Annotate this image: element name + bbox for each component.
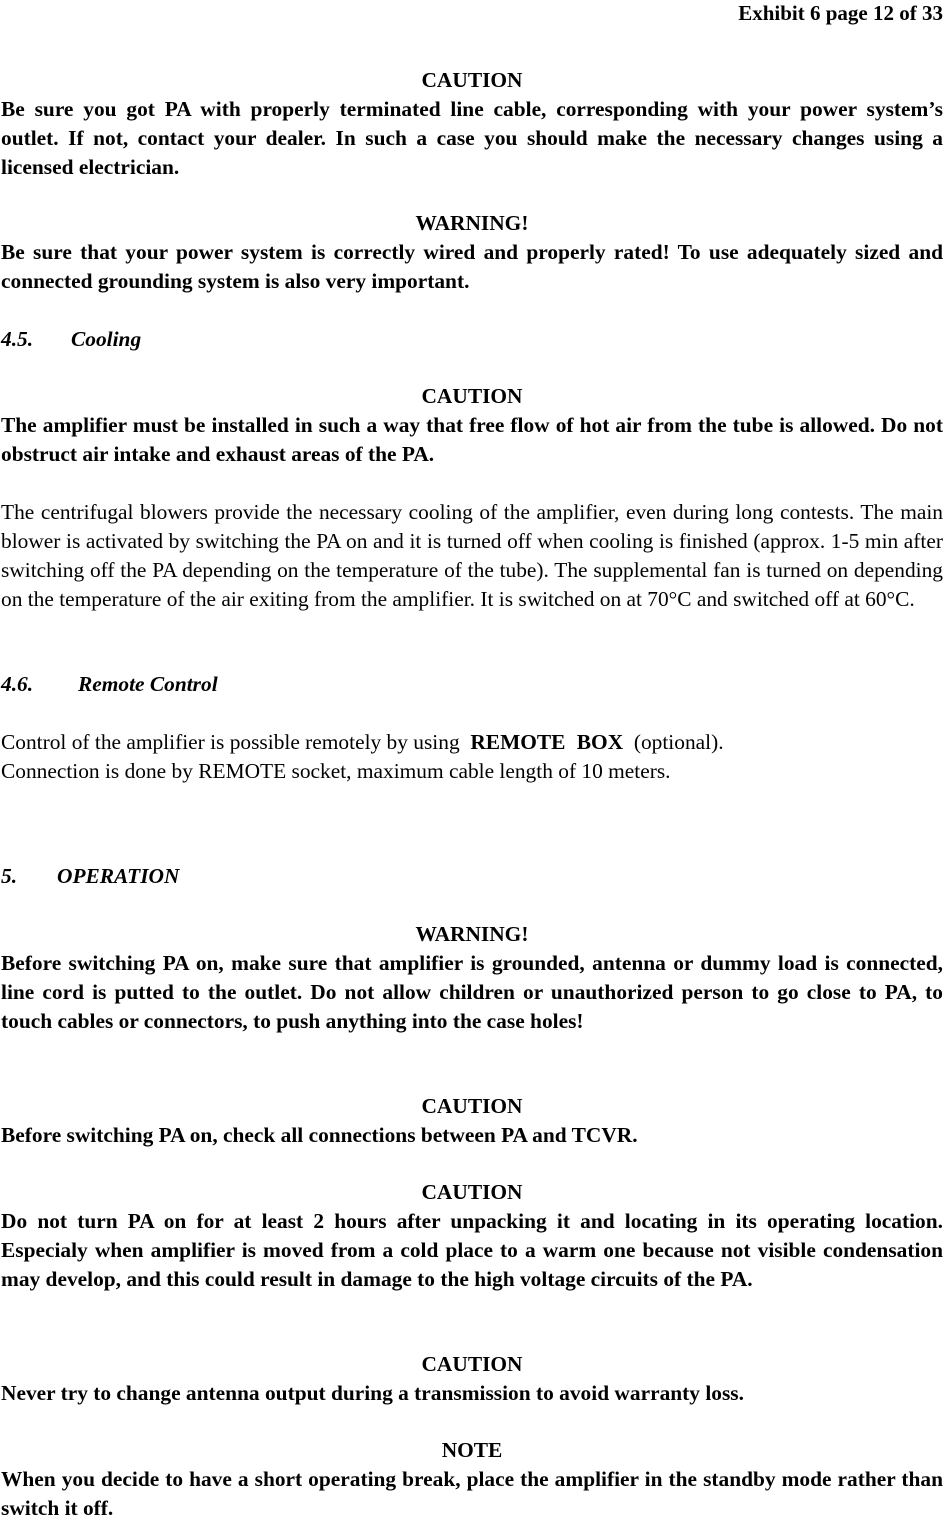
warning-title: WARNING! <box>415 211 529 235</box>
text-run: (optional). <box>633 730 724 754</box>
caution-title: CAUTION <box>421 68 523 92</box>
caution-text: Be sure you got PA with properly terminated line cable, corresponding with your power system’s outlet. If not, contact your dealer. In such a case you should make the necessary changes using a licensed electrician. <box>1 97 943 179</box>
section-number: 4.5. <box>1 327 34 351</box>
note-text: When you decide to have a short operating break, place the amplifier in the standby mode rather than switch it off. <box>1 1467 943 1520</box>
section-title: Remote Control <box>78 672 218 696</box>
remote-control-paragraph <box>1 728 943 786</box>
section-heading-remote-control <box>1 670 943 699</box>
page-header: Exhibit 6 page 12 of 33 <box>738 1 943 25</box>
text-run: Control of the amplifier is possible remotely by using <box>1 730 460 754</box>
caution-text: Never try to change antenna output during a transmission to avoid warranty loss. <box>1 1381 744 1405</box>
section-heading-operation <box>1 862 943 891</box>
caution-title: CAUTION <box>421 1180 523 1204</box>
section-title: OPERATION <box>57 864 180 888</box>
section-number: 5. <box>1 864 18 888</box>
remote-control-line-1 <box>1 728 943 757</box>
remote-box-term: REMOTE BOX <box>470 730 624 754</box>
caution-title: CAUTION <box>421 384 523 408</box>
warning-text: Be sure that your power system is correctly wired and properly rated! To use adequately sized and connected grounding system is also very important. <box>1 240 943 293</box>
warning-title: WARNING! <box>415 922 529 946</box>
section-number: 4.6. <box>1 672 34 696</box>
cooling-paragraph: The centrifugal blowers provide the necessary cooling of the amplifier, even during long contests. The main blower is activated by switching the PA on and it is turned off when cooling is finished (approx. 1-5 min after switching off the PA depending on the temperature of the tube). The supplemental fan is turned on depending on the temperature of the air exiting from the amplifier. It is switched on at 70°C and switched off at 60°C. <box>1 500 943 611</box>
section-title: Cooling <box>71 327 142 351</box>
caution-text: Do not turn PA on for at least 2 hours after unpacking it and locating in its operating location. Especialy when amplifier is moved from a cold place to a warm one because not visible condensation may develop, and this could result in damage to the high voltage circuits of the PA. <box>1 1209 943 1291</box>
caution-title: CAUTION <box>421 1352 523 1376</box>
section-heading-cooling <box>1 325 943 354</box>
warning-text: Before switching PA on, make sure that amplifier is grounded, antenna or dummy load is connected, line cord is putted to the outlet. Do not allow children or unauthorized person to go close to PA, to touch cables or connectors, to push anything into the case holes! <box>1 951 943 1033</box>
caution-text: The amplifier must be installed in such a way that free flow of hot air from the tube is allowed. Do not obstruct air intake and exhaust areas of the PA. <box>1 413 943 466</box>
remote-control-line-2: Connection is done by REMOTE socket, maximum cable length of 10 meters. <box>1 759 671 783</box>
note-title: NOTE <box>441 1438 503 1462</box>
caution-title: CAUTION <box>421 1094 523 1118</box>
caution-text: Before switching PA on, check all connections between PA and TCVR. <box>1 1123 638 1147</box>
